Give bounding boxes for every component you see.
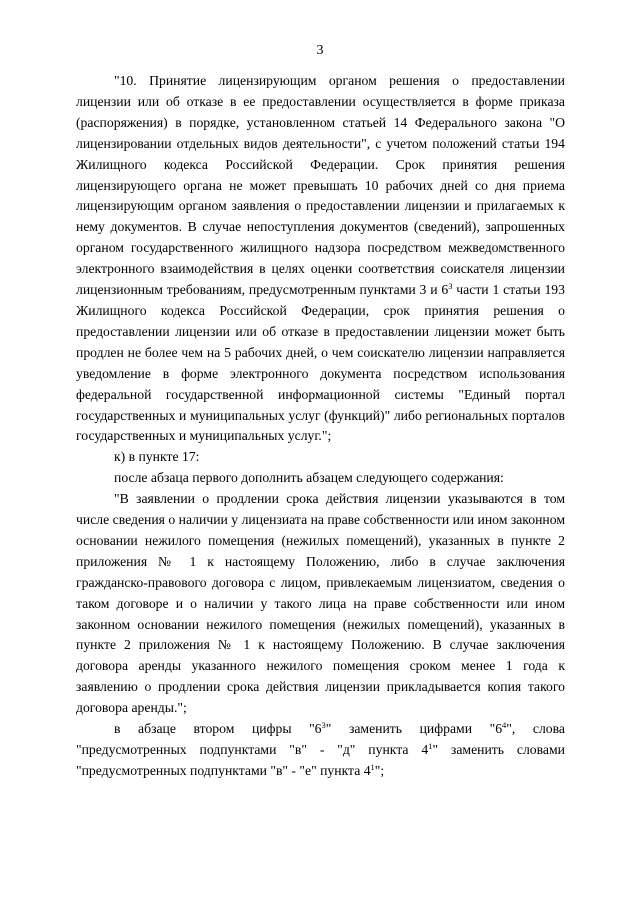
paragraph-renewal-statement — [76, 489, 565, 719]
text-segment: после абзаца первого дополнить абзацем следующего содержания: — [114, 470, 504, 486]
page-number: 3 — [316, 43, 324, 58]
superscript: 1 — [370, 761, 375, 772]
superscript: 1 — [428, 741, 433, 751]
text-segment: в абзаце втором цифры "6 — [114, 721, 322, 737]
paragraph-item-10 — [76, 71, 565, 447]
text-segment: ", слова "предусмотренных подпунктами "в" - "д" пункта 4 — [76, 721, 565, 757]
text-segment: к) в пункте 17: — [114, 449, 200, 465]
paragraph-second-paragraph-change — [76, 719, 565, 782]
text-segment: части 1 статьи 193 Жилищного кодекса Российской Федерации, срок принятия решения о предоставлении лицензии или об отказе в предоставлении лицензии может быть продлен не более чем на 5 рабочих дней, о чем соискателю лицензии направляется уведомление в форме электронного документа посредством использования федеральной государственной информационной системы "Единый портал государственных и муниципальных услуг (функций)" либо региональных порталов государственных и муниципальных услуг."; — [76, 282, 565, 444]
superscript: 3 — [321, 720, 326, 731]
superscript: 3 — [448, 281, 453, 292]
superscript: 4 — [502, 720, 507, 731]
paragraph-after-first-paragraph — [76, 468, 565, 489]
paragraph-item-k — [76, 447, 565, 468]
text-segment: "В заявлении о продлении срока действия лицензии указываются в том числе сведения о наличии у лицензиата на праве собственности или ином законном основании нежилого помещения (нежилых помещений), указанных в пункте 2 приложения № 1 к настоящему Положению, либо в случае заключения гражданско-правового договора с лицом, привлекаемым лицензиатом, сведения о таком договоре и о наличии у такого лица на праве собственности или ином законном основании нежилого помещения (нежилых помещений), указанных в пункте 2 приложения № 1 к настоящему Положению. В случае заключения договора аренды указанного нежилого помещения сроком менее 1 года к заявлению о продлении срока действия лицензии прикладывается копия такого договора аренды."; — [76, 491, 565, 716]
text-segment: "; — [374, 762, 385, 778]
document-body — [76, 71, 565, 782]
text-segment: "10. Принятие лицензирующим органом решения о предоставлении лицензии или об отказе в ее предоставлении осуществляется в форме приказа (распоряжения) в порядке, установленном статьей 14 Федерального закона "О лицензировании отдельных видов деятельности", с учетом положений статьи 194 Жилищного кодекса Российской Федерации. Срок принятия решения лицензирующего органа не может превышать 10 рабочих дней со дня приема лицензирующим органом заявления о предоставлении лицензии и прилагаемых к нему документов. В случае непоступления документов (сведений), запрошенных органом государственного жилищного надзора посредством межведомственного электронного взаимодействия в целях оценки соответствия соискателя лицензии лицензионным требованиям, предусмотренным пунктами 3 и 6 — [76, 73, 565, 298]
text-segment: " заменить словами "предусмотренных подпунктами "в" - "е" пункта 4 — [76, 742, 565, 778]
text-segment: " заменить цифрами "6 — [325, 721, 503, 737]
